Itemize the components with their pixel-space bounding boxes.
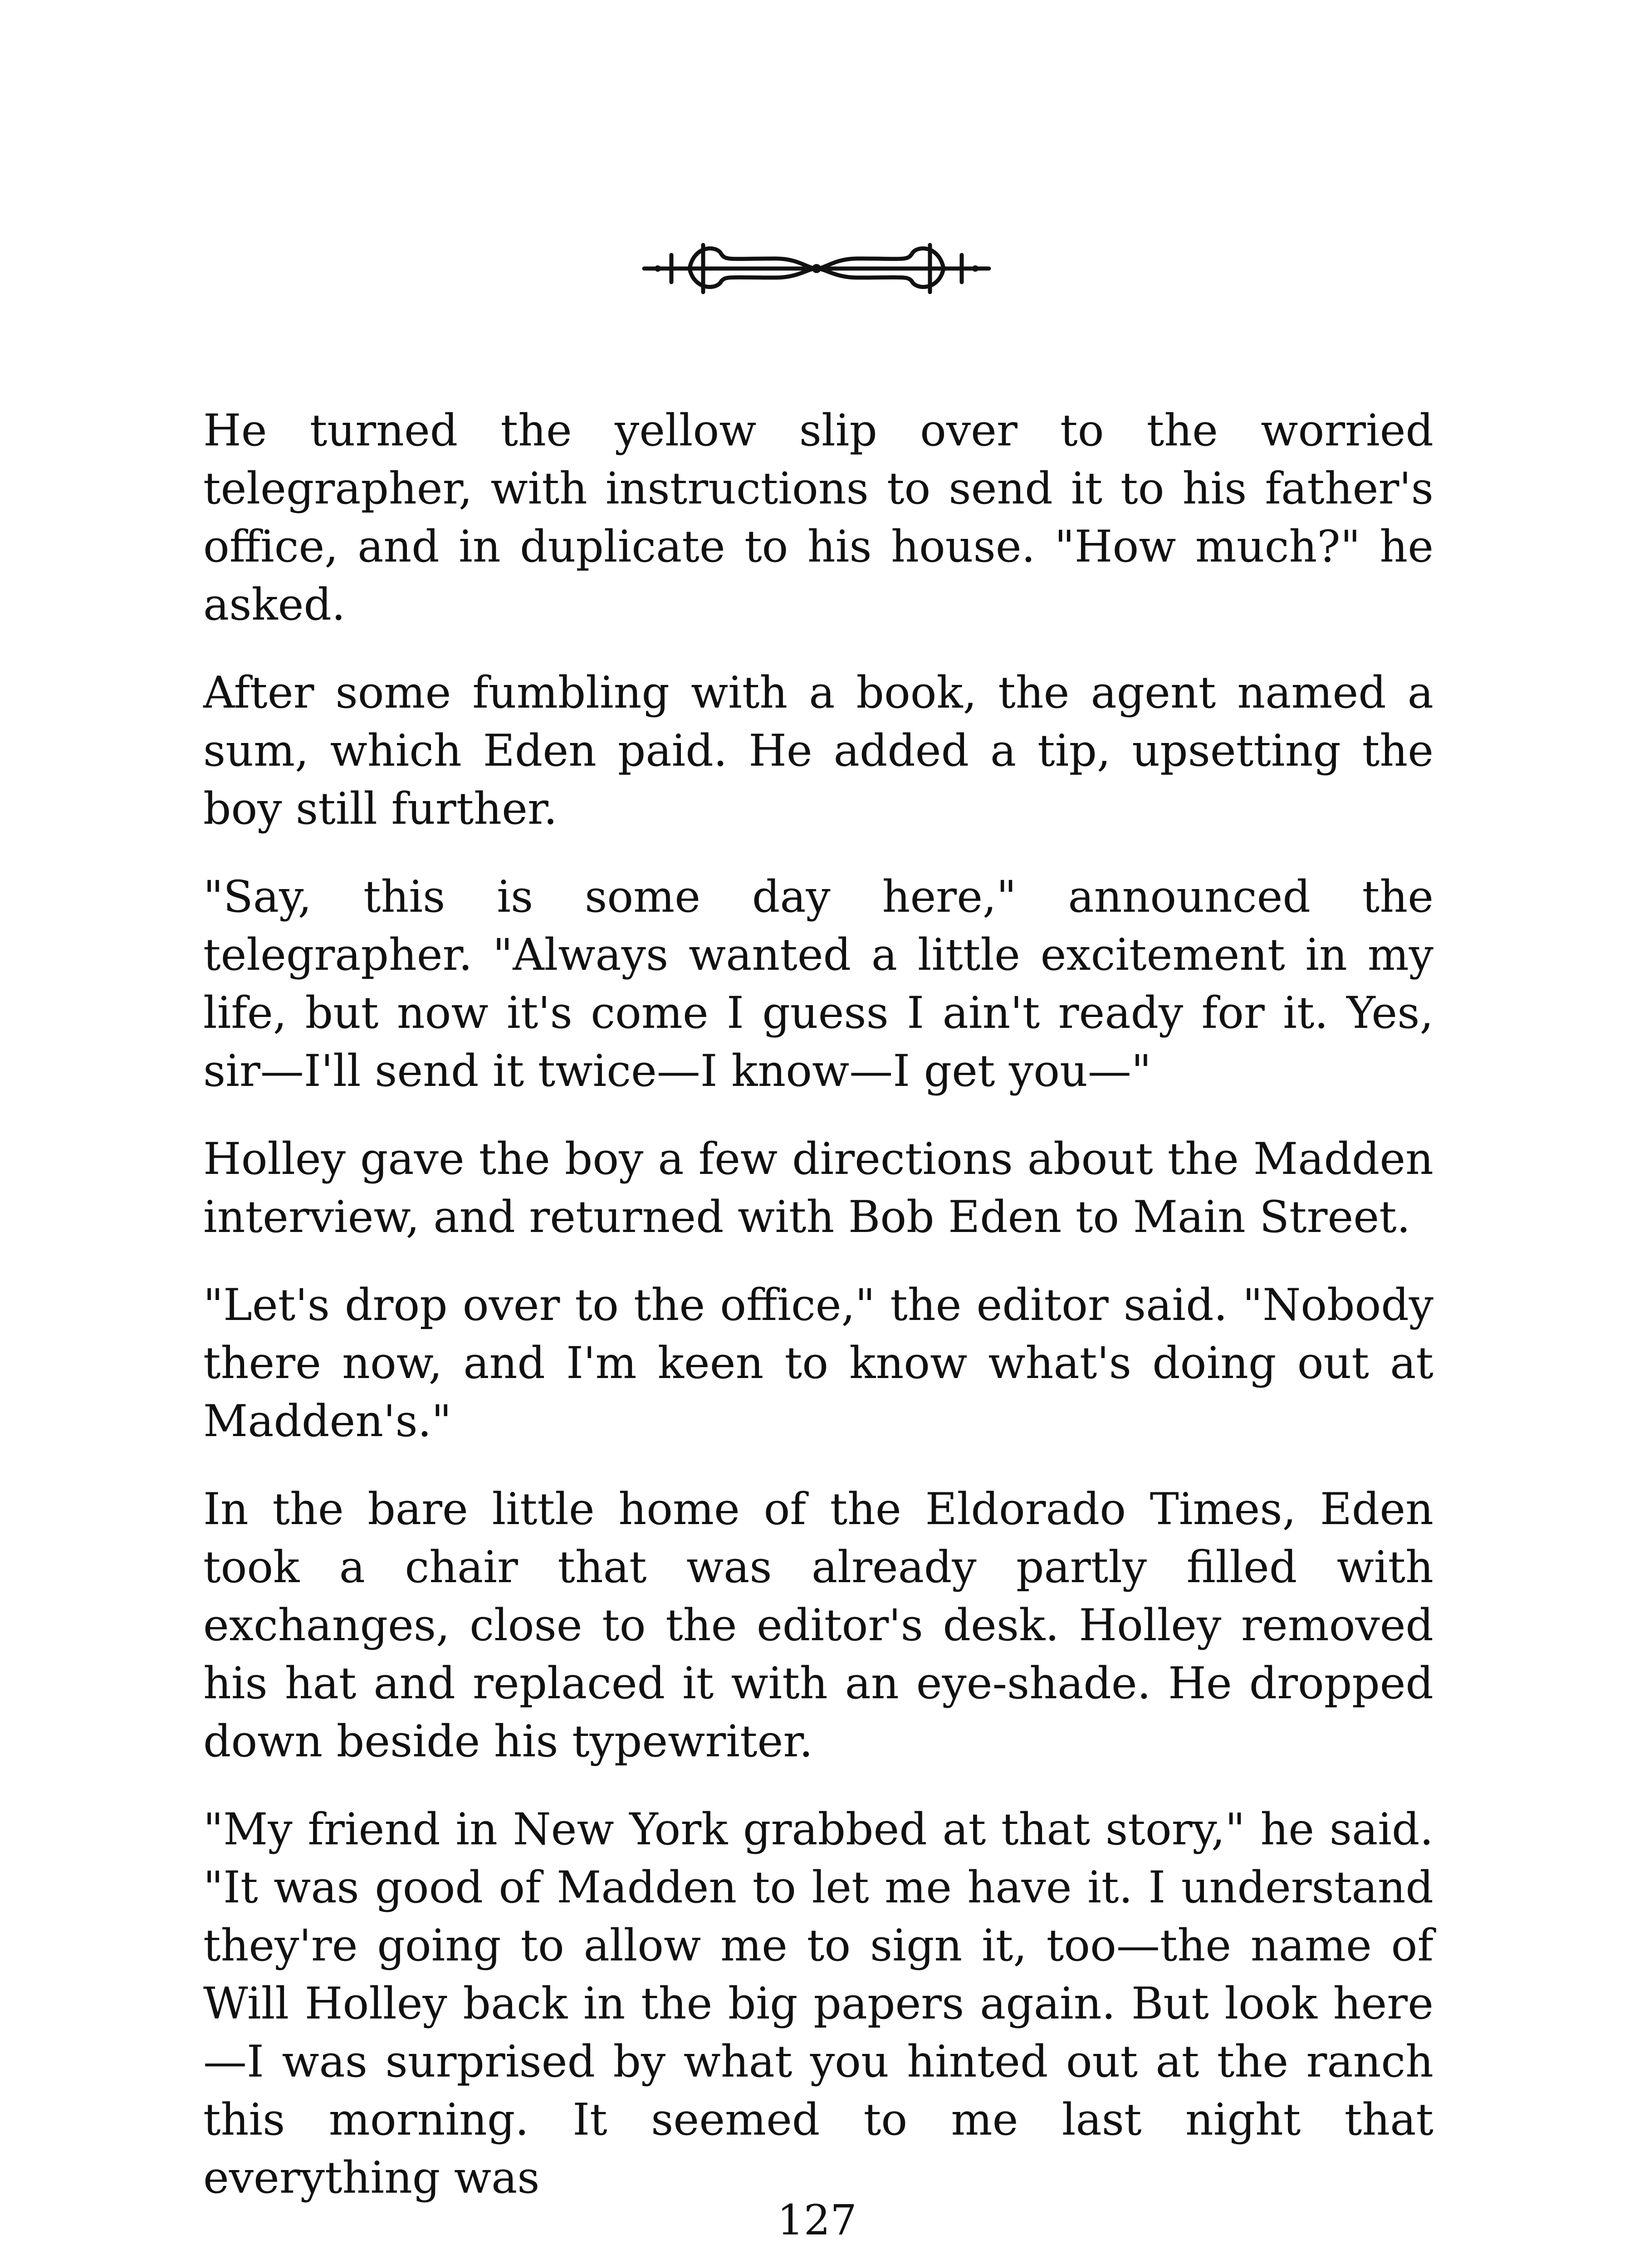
page-number: 127 [777,2196,857,2244]
body-text [203,401,1433,2237]
paragraph: He turned the yellow slip over to the worried telegrapher, with instructions to send it to his father's office, and in duplicate to his house. "How much?" he asked. [203,405,1433,630]
paragraph: Holley gave the boy a few directions about the Madden interview, and returned with Bob Eden to Main Street. [203,1134,1433,1242]
paragraph: "Say, this is some day here," announced the telegrapher. "Always wanted a little excitement in my life, but now it's come I guess I ain't ready for it. Yes, sir—I'll send it twice—I know—I get you—" [203,871,1433,1096]
decorative-ornament-icon [640,227,993,308]
paragraph: "Let's drop over to the office," the editor said. "Nobody there now, and I'm keen to know what's doing out at Madden's." [203,1280,1433,1447]
paragraph: "My friend in New York grabbed at that story," he said. "It was good of Madden to let me have it. I understand they're going to allow me to sign it, too—the name of Will Holley back in the big papers again. But look here—I was surprised by what you hinted out at the ranch this morning. It seemed to me last night that everything was [203,1804,1433,2203]
paragraph: In the bare little home of the Eldorado Times, Eden took a chair that was already partly filled with exchanges, close to the editor's desk. Holley removed his hat and replaced it with an eye-shade. He dropped down beside his typewriter. [203,1484,1433,1767]
paragraph: After some fumbling with a book, the agent named a sum, which Eden paid. He added a tip, upsetting the boy still further. [203,667,1433,834]
